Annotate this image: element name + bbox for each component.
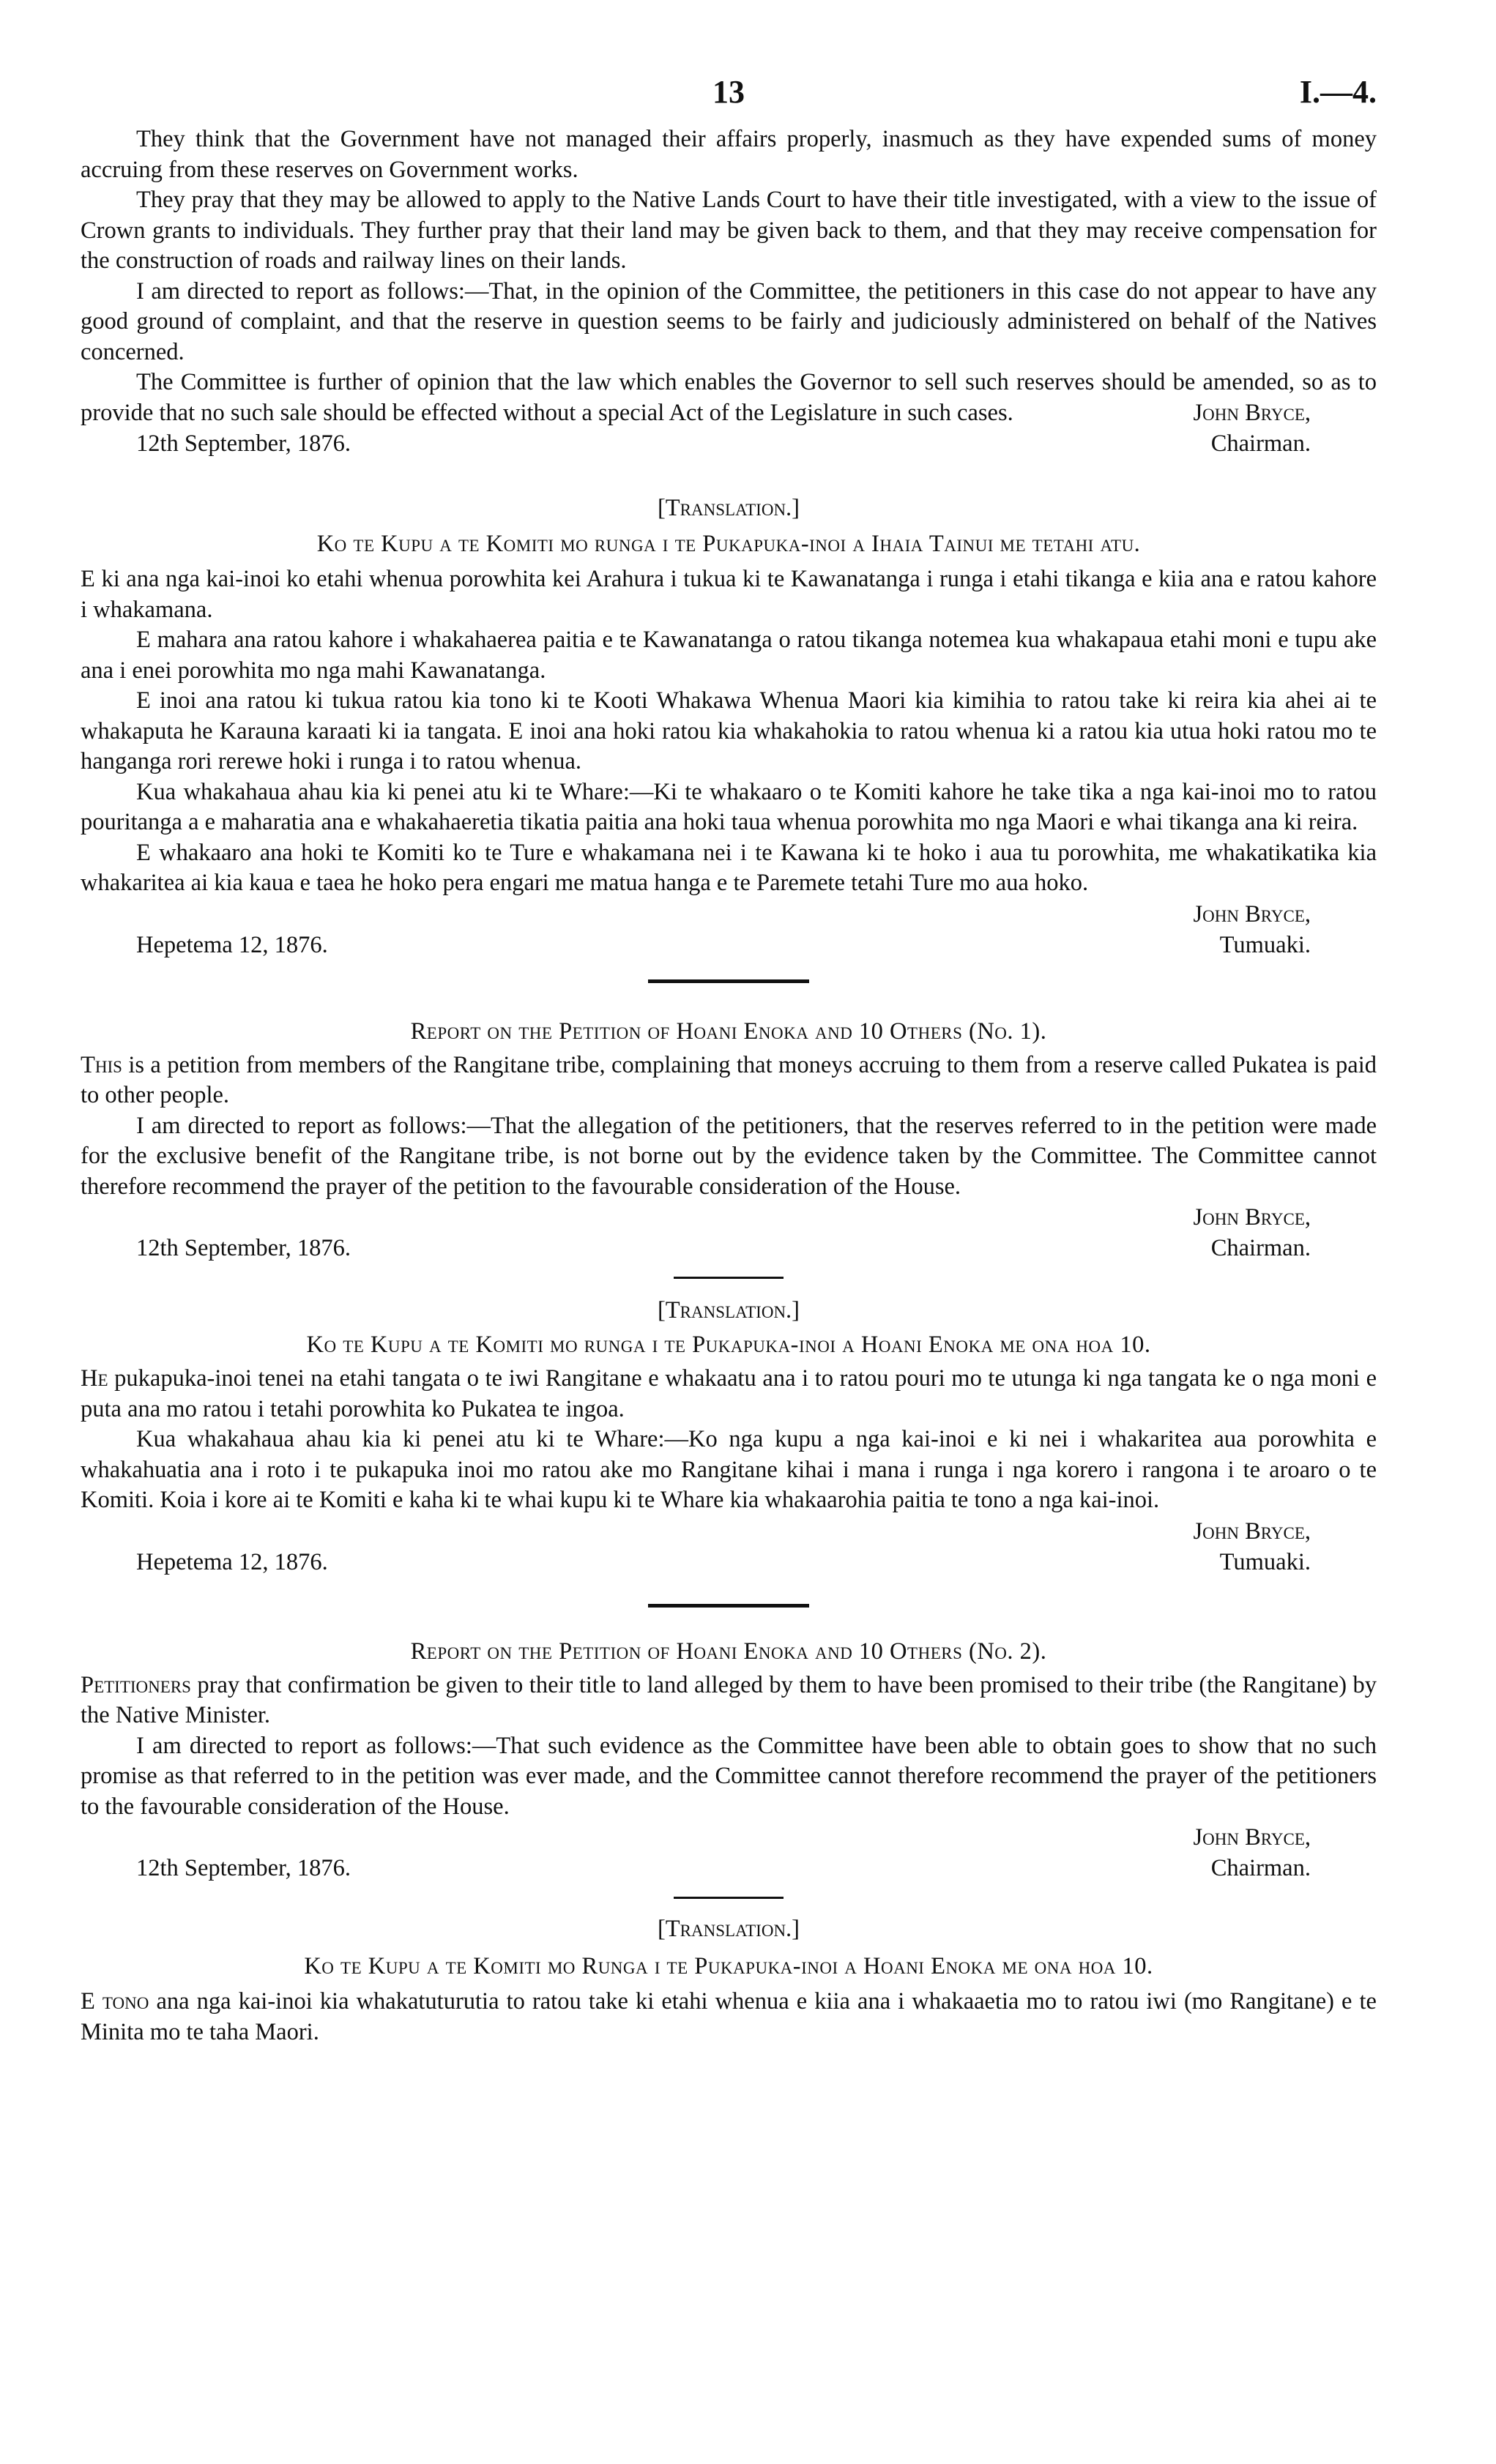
signature-name: John Bryce, — [1193, 900, 1311, 927]
page-header — [81, 73, 1377, 124]
paragraph: The Committee is further of opinion that the law which enables the Governor to sell such reserves should be amended, so as to provide that no such sale should be effected without a special Act of the Legislature in such cases. — [81, 369, 1377, 426]
paragraph-text: pukapuka-inoi tenei na etahi tangata o te iwi Rangitane e whakaatu ana i to ratou pouri mo te utunga ki nga tangata ke o nga moni e puta ana mo ratou i tetahi porowhita ko Pukatea te ingoa. — [81, 1365, 1377, 1422]
signature-date: 12th September, 1876. — [136, 1855, 351, 1881]
paragraph-text: is a petition from members of the Rangitane tribe, complaining that moneys accruing to them from a reserve called Pukatea is paid to other people. — [81, 1051, 1377, 1108]
signature-date: Hepetema 12, 1876. — [136, 931, 328, 958]
paragraph: They think that the Government have not managed their affairs properly, inasmuch as they have expended sums of money accruing from these reserves on Government works. — [81, 126, 1377, 183]
report-section — [81, 1015, 1377, 1264]
signature-name: John Bryce, — [1193, 1824, 1311, 1851]
section-continuation — [81, 124, 1377, 459]
page-reference: I.—4. — [1299, 74, 1377, 110]
section-heading: Ko te Kupu a te Komiti mo Runga i te Pukapuka-inoi a Hoani Enoka me ona hoa 10. — [304, 1953, 1153, 1979]
lead-word: He — [81, 1365, 108, 1392]
section-heading: Ko te Kupu a te Komiti mo runga i te Pukapuka-inoi a Hoani Enoka me ona hoa 10. — [306, 1332, 1151, 1358]
translation-label: [Translation.] — [657, 1297, 800, 1324]
paragraph: Kua whakahaua ahau kia ki penei atu ki te Whare:—Ko nga kupu a nga kai-inoi e ki nei i whakaritea aua porowhita e whakahuatia ana i roto i te pukapuka inoi mo ratou ake mo Rangitane kihai i mana i runga i nga korero i rangona i te aroaro o te Komiti. Koia i kore ai te Komiti e kaha ki te whai kupu ki te Whare kia whakaarohia paitia te tono a nga kai-inoi. — [81, 1426, 1377, 1513]
lead-word: E tono — [81, 1988, 149, 2015]
paragraph: I am directed to report as follows:—That such evidence as the Committee have been able to obtain goes to show that no such promise as that referred to in the petition was ever made, and the Committee cannot therefore recommend the prayer of the petitioners to the favourable consideration of the House. — [81, 1732, 1377, 1820]
paragraph: I am directed to report as follows:—That, in the opinion of the Committee, the petitioners in this case do not appear to have any good ground of complaint, and that the reserve in question seems to be fairly and judiciously administered on behalf of the Natives concerned. — [81, 277, 1377, 365]
signature-block — [81, 397, 1377, 459]
signature-date: 12th September, 1876. — [136, 430, 351, 457]
signature-title: Chairman. — [1210, 1855, 1311, 1881]
signature-title: Chairman. — [1210, 1235, 1311, 1261]
signature-name: John Bryce, — [1193, 400, 1311, 426]
paragraph-text: ana nga kai-inoi kia whakatuturutia to ratou take ki etahi whenua e kiia ana i whakaaetia mo to ratou iwi (mo Rangitane) e te Minita mo te taha Maori. — [81, 1988, 1377, 2045]
signature-title: Tumuaki. — [1219, 931, 1311, 958]
paragraph — [81, 1987, 1377, 2047]
section-heading: Report on the Petition of Hoani Enoka and 10 Others (No. 1). — [410, 1018, 1047, 1045]
lead-word: This — [81, 1051, 122, 1078]
paragraph: They pray that they may be allowed to apply to the Native Lands Court to have their title investigated, with a view to the issue of Crown grants to individuals. They further pray that their land may be given back to them, and that they may receive compensation for the construction of roads and railway lines on their lands. — [81, 187, 1377, 274]
translation-label: [Translation.] — [657, 495, 800, 521]
paragraph: I am directed to report as follows:—That the allegation of the petitioners, that the reserves referred to in the petition were made for the exclusive benefit of the Rangitane tribe, is not borne out by the evidence taken by the Committee. The Committee cannot therefore recommend the prayer of the petition to the favourable consideration of the House. — [81, 1112, 1377, 1200]
signature-block — [81, 1202, 1377, 1263]
section-heading: Report on the Petition of Hoani Enoka and 10 Others (No. 2). — [410, 1638, 1047, 1665]
report-section — [81, 1635, 1377, 1884]
paragraph: E whakaaro ana hoki te Komiti ko te Ture e whakamana nei i te Kawana ki te hoko i aua tu porowhita, me whakatikatika kia whakaritea ai kia kaua e taea he hoko pera engari me matua hanga e te Paremete tetahi Ture mo aua hoko. — [81, 839, 1377, 896]
signature-block — [81, 1516, 1377, 1578]
paragraph: Kua whakahaua ahau kia ki penei atu ki te Whare:—Ki te whakaaro o te Komiti kahore he take tika a nga kai-inoi mo to ratou pouritanga a e maharatia ana e whakahaeretia tikatia paitia ana hoki taua whenua porowhita mo nga Maori e whai tikanga ana ki reira. — [81, 778, 1377, 835]
paragraph: E inoi ana ratou ki tukua ratou kia tono ki te Kooti Whakawa Whenua Maori kia kimihia to ratou take ki reira kia ahei ai te whakaputa he Karauna karaati ki ia tangata. E inoi ana hoki ratou kia whakahokia to ratou whenua ki a ratou kia utua hoki ratou mo te hanganga rori rerewe hoki i runga i to ratou whenua. — [81, 687, 1377, 774]
paragraph — [81, 1050, 1377, 1111]
page-number: 13 — [712, 74, 745, 110]
lead-word: Petitioners — [81, 1671, 191, 1698]
signature-block — [81, 899, 1377, 960]
paragraph-text: pray that confirmation be given to their title to land alleged by them to have been promised to their tribe (the Rangitane) by the Native Minister. — [81, 1671, 1377, 1728]
signature-date: 12th September, 1876. — [136, 1235, 351, 1261]
signature-date: Hepetema 12, 1876. — [136, 1548, 328, 1575]
paragraph: E ki ana nga kai-inoi ko etahi whenua porowhita kei Arahura i tukua ki te Kawanatanga i runga i etahi tikanga e kiia ana e ratou kahore i whakamana. — [81, 566, 1377, 623]
signature-title: Chairman. — [1210, 430, 1311, 457]
paragraph — [81, 1670, 1377, 1731]
paragraph — [81, 1364, 1377, 1425]
translation-section — [81, 493, 1377, 960]
signature-name: John Bryce, — [1193, 1204, 1311, 1231]
signature-title: Tumuaki. — [1219, 1548, 1311, 1575]
signature-block — [81, 1822, 1377, 1884]
document-page — [81, 73, 1377, 2047]
translation-label: [Translation.] — [657, 1916, 800, 1942]
section-heading: Ko te Kupu a te Komiti mo runga i te Pukapuka-inoi a Ihaia Tainui me tetahi atu. — [316, 531, 1141, 557]
translation-section — [81, 1914, 1377, 2047]
translation-section — [81, 1295, 1377, 1578]
paragraph: E mahara ana ratou kahore i whakahaerea paitia e te Kawanatanga o ratou tikanga notemea kua whakapaua etahi moni e tupu ake ana i enei porowhita mo nga mahi Kawanatanga. — [81, 627, 1377, 684]
signature-name: John Bryce, — [1193, 1517, 1311, 1545]
